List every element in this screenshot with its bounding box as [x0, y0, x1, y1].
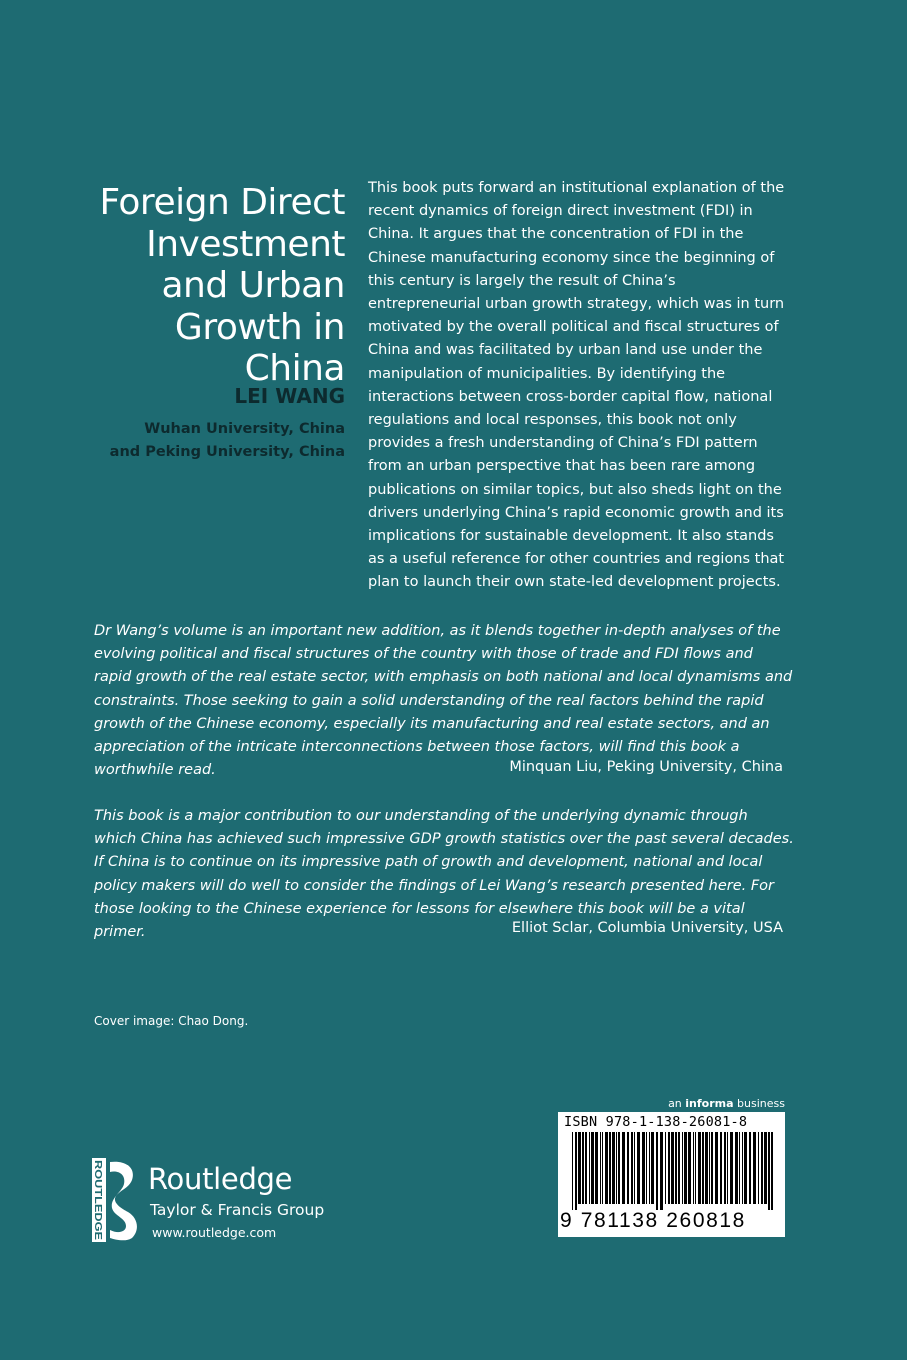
barcode-bar [735, 1132, 738, 1204]
barcode-bar [602, 1132, 603, 1204]
informa-word: informa [685, 1097, 734, 1110]
barcode-bar [627, 1132, 629, 1204]
barcode-bar [720, 1132, 722, 1204]
barcode-bar [693, 1132, 694, 1204]
endorsement-quote: This book is a major contribution to our understanding of the underlying dynamic through which China has achieved such impressive GDP growth statistics over the past several decades. If China is to continue on its impressive path of growth and development, national and local policy makers will do well to consider the findings of Lei Wang’s research presented here. For those looking to the Chinese experience for lessons for elsewhere this book will be a vital primer. [94, 808, 794, 941]
barcode-bar [682, 1132, 683, 1204]
barcode-bar [582, 1132, 584, 1204]
barcode-bar [637, 1132, 640, 1204]
barcode-bars [562, 1132, 781, 1210]
barcode-bar [709, 1132, 710, 1204]
endorsement-quote: Dr Wang’s volume is an important new addition, as it blends together in-depth analyses of the evolving political and fiscal structures of the country with those of trade and FDI flows and rapid growth of the real estate sector, with emphasis on both national and local dynamisms and constraints. Those seeking to gain a solid understanding of the real factors behind the rapid growth of the Chinese economy, especially its manufacturing and real estate sectors, and an appreciation of the intricate interconnections between those factors, will find this book a worthwhile read. [94, 623, 793, 779]
barcode-bar [771, 1132, 773, 1210]
barcode-bar [739, 1132, 740, 1204]
barcode-bar [609, 1132, 611, 1204]
cover-image-credit: Cover image: Chao Dong. [94, 1014, 249, 1028]
barcode-bar [622, 1132, 625, 1204]
barcode-bar [744, 1132, 747, 1204]
barcode-bar [749, 1132, 751, 1204]
barcode-bar [616, 1132, 617, 1204]
affiliation-line-1: Wuhan University, China [144, 421, 345, 437]
barcode-bar [668, 1132, 670, 1204]
routledge-logo-text: ROUTLEDGE [92, 1160, 104, 1226]
barcode-bar [656, 1132, 658, 1210]
routledge-logo-icon [92, 1158, 144, 1242]
barcode-bar [684, 1132, 687, 1204]
barcode-bar [688, 1132, 691, 1204]
barcode-bar [753, 1132, 756, 1204]
informa-tagline [668, 1097, 785, 1110]
barcode-bar [695, 1132, 696, 1204]
barcode-bar [665, 1132, 666, 1204]
endorsement-attribution: Elliot Sclar, Columbia University, USA [511, 920, 783, 936]
barcode-bar [649, 1132, 650, 1204]
barcode-bar [768, 1132, 770, 1210]
barcode-bar [678, 1132, 680, 1204]
barcode-digits: 9 781138 260818 [560, 1209, 746, 1232]
barcode-bar [605, 1132, 608, 1204]
endorsement-attribution: Minquan Liu, Peking University, China [509, 759, 783, 775]
barcode-bar [675, 1132, 677, 1204]
informa-suffix: business [737, 1097, 785, 1110]
author-name: LEI WANG [234, 384, 345, 408]
barcode-bar [651, 1132, 654, 1204]
isbn-barcode [558, 1112, 785, 1237]
barcode-bar [727, 1132, 728, 1204]
publisher-name: Routledge [148, 1162, 293, 1196]
barcode-bar [715, 1132, 718, 1204]
publisher-url[interactable]: www.routledge.com [152, 1225, 277, 1240]
barcode-bar [600, 1132, 601, 1204]
affiliation-line-2: and Peking University, China [109, 444, 345, 460]
barcode-bar [575, 1132, 577, 1210]
book-description: This book puts forward an institutional explanation of the recent dynamics of foreign direct investment (FDI) in China. It argues that the concentration of FDI in the Chinese manufacturing economy since the beginning of this century is largely the result of China’s entrepreneurial urban growth strategy, which was in turn motivated by the overall political and fiscal structures of China and was facilitated by urban land use under the manipulation of municipalities. By identifying the interactions between cross-border capital flow, national regulations and local responses, this book not only provides a fresh understanding of China’s FDI pattern from an urban perspective that has been rare among publications on similar topics, but also sheds light on the drivers underlying China’s rapid economic growth and its implications for sustainable development. It also stands as a useful reference for other countries and regions that plan to launch their own state-led development projects. [368, 180, 785, 591]
barcode-bar [702, 1132, 704, 1204]
barcode-bar [595, 1132, 598, 1204]
barcode-bar [761, 1132, 763, 1204]
isbn-label: ISBN 978-1-138-26081-8 [564, 1114, 748, 1130]
publisher-group: Taylor & Francis Group [150, 1201, 325, 1219]
barcode-bar [660, 1132, 663, 1210]
barcode-bar [578, 1132, 581, 1204]
barcode-bar [646, 1132, 647, 1204]
barcode-bar [589, 1132, 590, 1204]
informa-prefix: an [668, 1097, 682, 1110]
barcode-bar [572, 1132, 573, 1210]
barcode-bar [724, 1132, 726, 1204]
barcode-bar [618, 1132, 620, 1204]
barcode-bar [711, 1132, 713, 1204]
barcode-bar [631, 1132, 633, 1204]
barcode-bar [591, 1132, 594, 1204]
author-affiliation [85, 418, 345, 464]
book-title: Foreign Direct Investment and Urban Growth in China [99, 182, 345, 389]
barcode-bar [742, 1132, 743, 1204]
barcode-bar [612, 1132, 615, 1204]
barcode-bar [764, 1132, 767, 1204]
barcode-bar [705, 1132, 708, 1204]
barcode-bar [642, 1132, 645, 1204]
barcode-bar [698, 1132, 701, 1204]
barcode-bar [730, 1132, 733, 1204]
barcode-bar [671, 1132, 674, 1204]
barcode-bar [634, 1132, 635, 1204]
barcode-bar [585, 1132, 587, 1204]
barcode-bar [758, 1132, 759, 1204]
